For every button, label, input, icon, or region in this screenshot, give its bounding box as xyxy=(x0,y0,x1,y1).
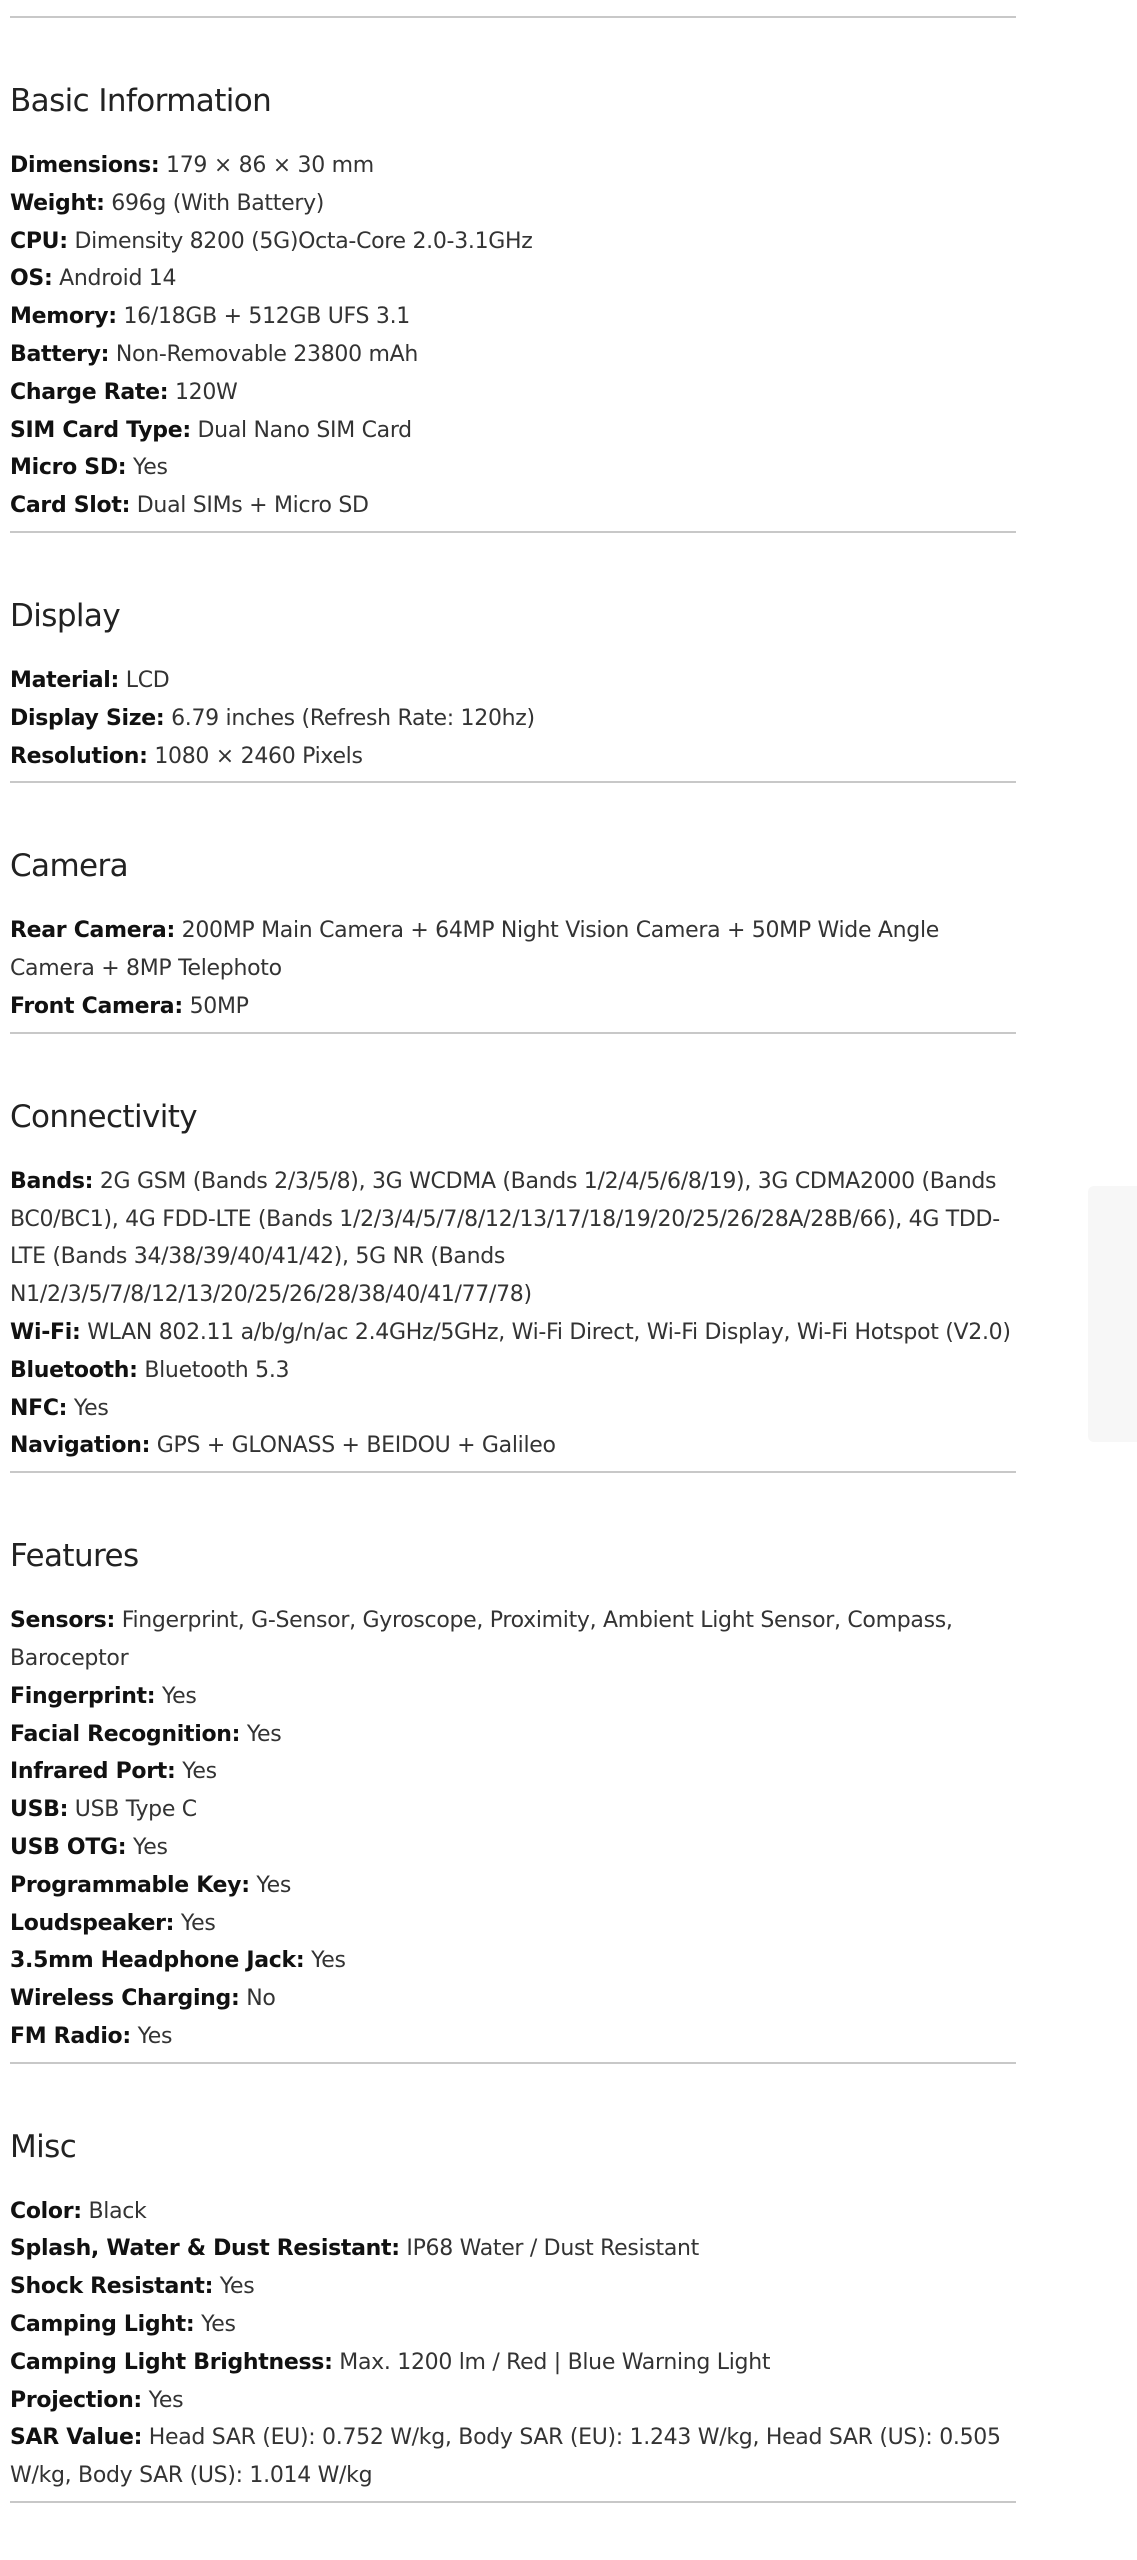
spec-value: Black xyxy=(88,2198,147,2224)
spec-value: Yes xyxy=(73,1395,109,1421)
spec-label: Bluetooth: xyxy=(10,1357,138,1383)
spec-label: Facial Recognition: xyxy=(10,1721,241,1747)
spec-value: Yes xyxy=(161,1683,197,1709)
spec-list xyxy=(10,1163,1016,1465)
section-title: Camera xyxy=(10,848,129,885)
section-features xyxy=(10,1473,1016,2064)
section-connectivity xyxy=(10,1034,1016,1473)
spec-row xyxy=(10,298,1016,336)
spec-value: Yes xyxy=(246,1721,282,1747)
spec-value: 179 × 86 × 30 mm xyxy=(166,153,374,178)
spec-label: Projection: xyxy=(10,2387,142,2413)
spec-row xyxy=(10,1390,1016,1428)
spec-row xyxy=(10,700,1016,738)
spec-row xyxy=(10,147,1016,185)
spec-row xyxy=(10,1791,1016,1829)
spec-value: Yes xyxy=(180,1910,216,1936)
spec-label: Memory: xyxy=(10,304,117,330)
spec-value: Fingerprint, G-Sensor, Gyroscope, Proximity, Ambient Light Sensor, Compass, Baroceptor xyxy=(10,1608,953,1671)
spec-value: Yes xyxy=(311,1948,346,1974)
spec-row xyxy=(10,1716,1016,1754)
spec-list xyxy=(10,2193,1016,2495)
spec-row xyxy=(10,1163,1016,1314)
spec-list xyxy=(10,1602,1016,2056)
spec-row xyxy=(10,1602,1016,1678)
spec-row xyxy=(10,487,1016,525)
spec-value: 200MP Main Camera + 64MP Night Vision Camera + 50MP Wide Angle Camera + 8MP Telephoto xyxy=(10,918,940,982)
section-basic-information xyxy=(10,18,1016,533)
section-title: Misc xyxy=(10,2128,77,2165)
spec-label: FM Radio: xyxy=(10,2023,131,2049)
spec-label: Infrared Port: xyxy=(10,1759,176,1785)
spec-value: 6.79 inches (Refresh Rate: 120hz) xyxy=(171,705,535,731)
spec-value: Yes xyxy=(256,1872,292,1898)
spec-row xyxy=(10,449,1016,487)
spec-row xyxy=(10,1942,1016,1980)
spec-label: Camping Light: xyxy=(10,2312,195,2338)
spec-value: 2G GSM (Bands 2/3/5/8), 3G WCDMA (Bands 1/2/4/5/6/8/19), 3G CDMA2000 (Bands BC0/BC1), 4G FDD-LTE (Bands 1/2/3/4/5/7/8/12/13/17/18/19/20/25/26/28A/28B/66), 4G TDD-LTE (Bands 34/38/39/40/41/42), 5G NR (Bands N1/2/3/5/7/8/12/13/20/25/26/28/38/40/41/77/78) xyxy=(10,1168,1000,1308)
spec-label: OS: xyxy=(10,266,53,292)
spec-row xyxy=(10,336,1016,374)
spec-value: Head SAR (EU): 0.752 W/kg, Body SAR (EU): 1.243 W/kg, Head SAR (US): 0.505 W/kg, Body SAR (US): 1.014 W/kg xyxy=(10,2425,1001,2489)
spec-row xyxy=(10,2230,1016,2268)
spec-value: Yes xyxy=(133,455,168,481)
spec-label: Bands: xyxy=(10,1168,94,1194)
spec-value: Non-Removable 23800 mAh xyxy=(115,341,419,367)
spec-row xyxy=(10,185,1016,223)
spec-value: Yes xyxy=(137,2023,173,2049)
spec-row xyxy=(10,1829,1016,1867)
spec-label: Dimensions: xyxy=(10,153,160,178)
spec-value: LCD xyxy=(125,667,170,693)
spec-value: Dimensity 8200 (5G)Octa-Core 2.0-3.1GHz xyxy=(74,228,533,254)
spec-row xyxy=(10,662,1016,700)
section-camera xyxy=(10,783,1016,1033)
spec-row xyxy=(10,1352,1016,1390)
spec-label: Micro SD: xyxy=(10,455,127,481)
spec-row xyxy=(10,260,1016,298)
section-title: Basic Information xyxy=(10,83,272,119)
spec-list xyxy=(10,912,1016,1025)
spec-value: 16/18GB + 512GB UFS 3.1 xyxy=(123,304,410,330)
spec-value: Yes xyxy=(133,1834,168,1860)
spec-row xyxy=(10,738,1016,776)
section-title: Display xyxy=(10,597,121,634)
spec-row xyxy=(10,1314,1016,1352)
spec-row xyxy=(10,1980,1016,2018)
spec-value: 120W xyxy=(174,379,238,405)
spec-value: No xyxy=(246,1986,276,2012)
section-divider xyxy=(10,2501,1016,2503)
spec-label: Navigation: xyxy=(10,1433,151,1459)
section-title: Connectivity xyxy=(10,1098,198,1135)
spec-label: SAR Value: xyxy=(10,2425,143,2451)
spec-row xyxy=(10,2018,1016,2056)
spec-row xyxy=(10,2193,1016,2231)
spec-value: USB Type C xyxy=(74,1797,197,1823)
spec-row xyxy=(10,1427,1016,1465)
spec-label: Resolution: xyxy=(10,743,148,769)
spec-value: Dual SIMs + Micro SD xyxy=(136,493,369,519)
spec-label: Charge Rate: xyxy=(10,379,169,405)
spec-label: Weight: xyxy=(10,190,105,216)
spec-value: Android 14 xyxy=(59,266,177,292)
spec-row xyxy=(10,2419,1016,2495)
section-misc xyxy=(10,2064,1016,2503)
spec-row xyxy=(10,1905,1016,1943)
spec-row xyxy=(10,2306,1016,2344)
spec-label: 3.5mm Headphone Jack: xyxy=(10,1948,305,1974)
spec-label: Front Camera: xyxy=(10,993,183,1019)
spec-row xyxy=(10,2268,1016,2306)
spec-value: Dual Nano SIM Card xyxy=(197,417,412,443)
spec-value: IP68 Water / Dust Resistant xyxy=(406,2236,699,2262)
spec-value: WLAN 802.11 a/b/g/n/ac 2.4GHz/5GHz, Wi-Fi Direct, Wi-Fi Display, Wi-Fi Hotspot (V2.0) xyxy=(87,1319,1011,1345)
spec-label: Shock Resistant: xyxy=(10,2274,214,2300)
spec-row xyxy=(10,2344,1016,2382)
spec-value: 1080 × 2460 Pixels xyxy=(154,743,363,769)
spec-label: SIM Card Type: xyxy=(10,417,191,443)
spec-label: USB: xyxy=(10,1797,69,1823)
spec-value: Yes xyxy=(182,1759,217,1785)
section-title: Features xyxy=(10,1538,139,1575)
spec-row xyxy=(10,1867,1016,1905)
spec-row xyxy=(10,1678,1016,1716)
spec-label: Camping Light Brightness: xyxy=(10,2349,333,2375)
spec-label: Wi-Fi: xyxy=(10,1319,81,1345)
spec-label: Wireless Charging: xyxy=(10,1986,240,2012)
spec-label: Rear Camera: xyxy=(10,918,175,944)
spec-label: Battery: xyxy=(10,341,110,367)
spec-row xyxy=(10,374,1016,412)
spec-row xyxy=(10,912,1016,988)
spec-label: CPU: xyxy=(10,228,68,254)
spec-sheet xyxy=(10,0,1016,2503)
spec-label: Color: xyxy=(10,2198,82,2224)
spec-value: 696g (With Battery) xyxy=(111,190,325,216)
spec-row xyxy=(10,412,1016,450)
spec-value: Yes xyxy=(219,2274,255,2300)
spec-label: NFC: xyxy=(10,1395,68,1421)
spec-value: Bluetooth 5.3 xyxy=(144,1357,290,1383)
spec-label: Programmable Key: xyxy=(10,1872,250,1898)
section-display xyxy=(10,533,1016,783)
spec-label: Loudspeaker: xyxy=(10,1910,175,1936)
spec-value: Max. 1200 lm / Red | Blue Warning Light xyxy=(339,2349,771,2375)
spec-row xyxy=(10,1753,1016,1791)
spec-value: GPS + GLONASS + BEIDOU + Galileo xyxy=(156,1433,556,1459)
spec-label: USB OTG: xyxy=(10,1834,127,1860)
spec-row xyxy=(10,988,1016,1026)
spec-label: Display Size: xyxy=(10,705,165,731)
spec-label: Material: xyxy=(10,667,120,693)
spec-list xyxy=(10,662,1016,775)
spec-row xyxy=(10,223,1016,261)
spec-label: Card Slot: xyxy=(10,493,131,519)
spec-row xyxy=(10,2382,1016,2420)
spec-value: 50MP xyxy=(189,993,249,1019)
spec-value: Yes xyxy=(201,2312,236,2338)
side-scroll-panel[interactable] xyxy=(1088,1186,1137,1442)
spec-label: Fingerprint: xyxy=(10,1683,156,1709)
spec-label: Splash, Water & Dust Resistant: xyxy=(10,2236,400,2262)
spec-list xyxy=(10,147,1016,525)
spec-value: Yes xyxy=(148,2387,184,2413)
spec-label: Sensors: xyxy=(10,1608,115,1634)
